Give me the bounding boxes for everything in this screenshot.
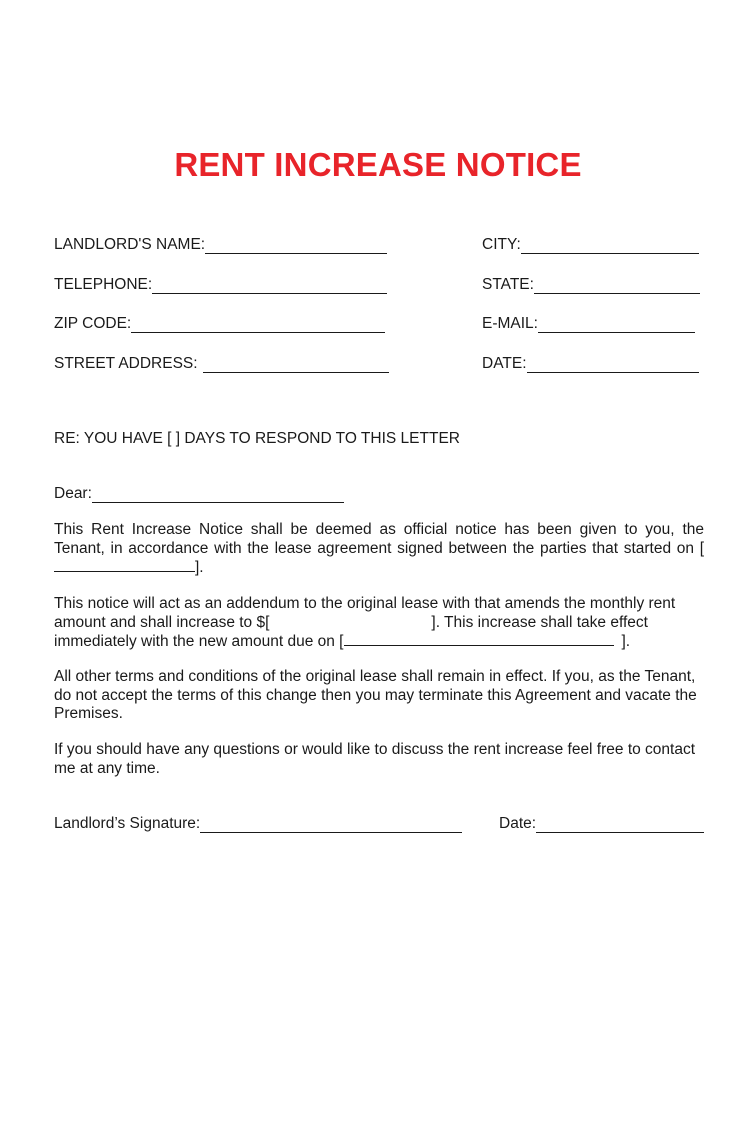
signature-date-label: Date:	[499, 815, 537, 832]
state-field[interactable]	[482, 276, 700, 294]
document-title: RENT INCREASE NOTICE	[174, 146, 582, 183]
date-label: DATE:	[482, 355, 527, 372]
city-label: CITY:	[482, 236, 521, 253]
zip-code-line[interactable]	[131, 319, 385, 333]
state-label: STATE:	[482, 276, 534, 293]
city-field[interactable]	[482, 236, 699, 254]
signature-date-line[interactable]	[536, 819, 704, 833]
paragraph-addendum-text-b: ]. This increase shall take effect immediately with the new amount due on [	[54, 613, 648, 650]
street-address-field[interactable]	[54, 355, 389, 373]
paragraph-other-terms: All other terms and conditions of the original lease shall remain in effect. If you, as the Tenant, do not accept the terms of this change then you may terminate this Agreement and vacate the Premises.	[54, 668, 697, 722]
landlord-name-label: LANDLORD'S NAME:	[54, 236, 206, 253]
date-line[interactable]	[527, 359, 699, 373]
lease-start-date-blank[interactable]	[54, 558, 195, 572]
email-label: E-MAIL:	[482, 315, 538, 332]
zip-code-label: ZIP CODE:	[54, 315, 132, 332]
paragraph-notice-end: ].	[195, 559, 204, 576]
city-line[interactable]	[521, 240, 699, 254]
paragraph-addendum	[54, 595, 704, 652]
zip-code-field[interactable]	[54, 315, 385, 333]
dear-field[interactable]	[54, 485, 344, 503]
paragraph-addendum-end: ].	[621, 633, 631, 650]
dear-line[interactable]	[92, 489, 344, 503]
street-address-line[interactable]	[203, 359, 389, 373]
telephone-line[interactable]	[152, 280, 387, 294]
paragraph-notice-text: This Rent Increase Notice shall be deemed as official notice has been given to you, the Tenant, in accordance with the lease agreement signed between the parties that started on [	[54, 521, 704, 557]
telephone-field[interactable]	[54, 276, 387, 294]
paragraph-addendum-text-a: This notice will act as an addendum to the original lease with that amends the monthly rent amount and shall increase to $[	[54, 595, 676, 631]
email-line[interactable]	[538, 319, 695, 333]
street-address-label: STREET ADDRESS:	[54, 355, 198, 372]
landlord-name-field[interactable]	[54, 236, 387, 254]
signature-date-field[interactable]	[499, 815, 704, 833]
email-field[interactable]	[482, 315, 695, 333]
paragraph-questions: If you should have any questions or would like to discuss the rent increase feel free to contact me at any time.	[54, 741, 696, 777]
landlord-signature-line[interactable]	[200, 819, 462, 833]
landlord-signature-field[interactable]	[54, 815, 462, 833]
date-field[interactable]	[482, 355, 699, 373]
re-line: RE: YOU HAVE [ ] DAYS TO RESPOND TO THIS LETTER	[54, 430, 460, 447]
new-amount-due-date-blank[interactable]	[344, 632, 614, 646]
dear-label: Dear:	[54, 485, 92, 502]
landlord-signature-label: Landlord’s Signature:	[54, 815, 201, 832]
paragraph-notice	[54, 521, 704, 578]
state-line[interactable]	[534, 280, 700, 294]
telephone-label: TELEPHONE:	[54, 276, 153, 293]
landlord-name-line[interactable]	[205, 240, 387, 254]
